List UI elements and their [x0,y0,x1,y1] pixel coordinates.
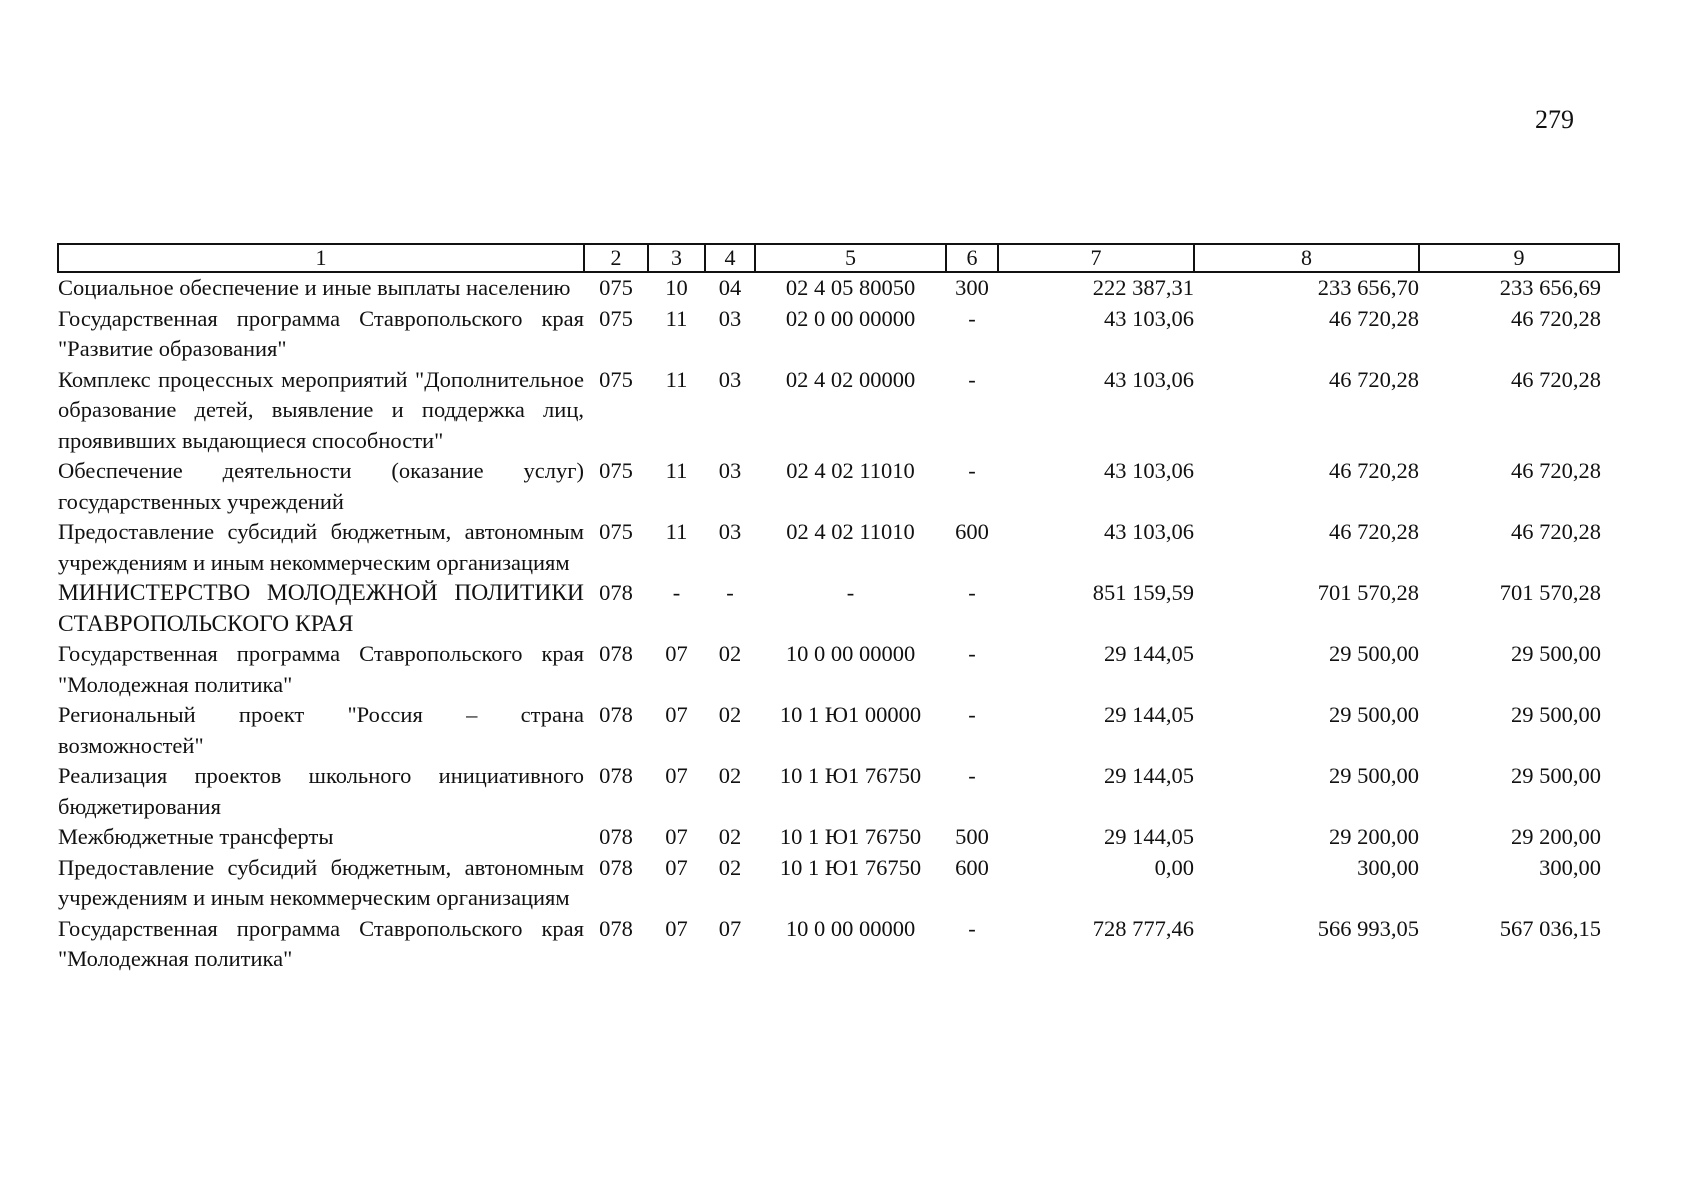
row-amount-9: 29 200,00 [1511,824,1601,849]
row-section: 07 [665,763,688,788]
row-amount-8: 300,00 [1357,854,1419,880]
table-row [58,272,1619,304]
row-amount-9: 567 036,15 [1499,915,1601,941]
page-number: 279 [1535,105,1574,134]
row-expense-type: - [968,915,976,941]
row-section: 07 [665,824,688,849]
row-target-code: 02 4 02 00000 [785,366,916,392]
row-name: Предоставление субсидий бюджетным, автономным учреждениям и иным некоммерческим организациям [58,519,584,575]
row-section: 07 [665,854,688,880]
row-admin-code: 075 [599,458,633,483]
row-subsection: 02 [718,702,742,727]
table-row [58,304,1619,365]
row-name: Региональный проект "Россия – страна возможностей" [58,702,584,758]
row-expense-type: - [968,458,976,483]
row-section: 11 [665,519,688,544]
header-cell: 9 [1419,244,1619,272]
header-cell: 8 [1194,244,1419,272]
row-amount-7: 728 777,46 [1092,915,1194,941]
row-admin-code: 078 [599,702,633,727]
row-amount-8: 46 720,28 [1329,366,1419,392]
row-amount-8: 29 500,00 [1329,641,1419,666]
row-target-code: 02 4 02 11010 [786,519,915,544]
row-amount-7: 43 103,06 [1104,305,1194,331]
row-amount-7: 29 144,05 [1104,702,1194,727]
row-admin-code: 078 [599,580,633,605]
row-expense-type: - [968,366,976,392]
row-amount-8: 29 500,00 [1329,702,1419,727]
row-section: 07 [665,641,688,666]
row-amount-7: 29 144,05 [1104,641,1194,666]
header-cell: 2 [584,244,648,272]
header-cell: 7 [998,244,1194,272]
row-admin-code: 078 [599,763,633,788]
row-name: Реализация проектов школьного инициативного бюджетирования [58,763,584,819]
row-target-code: 10 1 Ю1 00000 [779,702,922,727]
table-row [58,639,1619,700]
row-name: Государственная программа Ставропольского края "Молодежная политика" [58,641,584,697]
header-row [58,244,1619,272]
row-amount-9: 46 720,28 [1511,458,1601,483]
row-target-code: - [846,580,855,605]
row-name: Государственная программа Ставропольского края "Развитие образования" [58,305,584,361]
row-admin-code: 078 [599,824,633,849]
row-target-code: 10 0 00 00000 [785,915,916,941]
row-amount-9: 29 500,00 [1511,641,1601,666]
row-amount-7: 43 103,06 [1104,519,1194,544]
row-subsection: 04 [718,275,742,300]
table-row [58,517,1619,578]
table-row [58,700,1619,761]
row-subsection: 02 [718,763,742,788]
row-expense-type: - [968,641,976,666]
row-amount-8: 233 656,70 [1317,275,1419,300]
table-row [58,761,1619,822]
row-amount-7: 43 103,06 [1104,366,1194,392]
row-target-code: 10 0 00 00000 [785,641,916,666]
table-row [58,822,1619,853]
row-admin-code: 078 [599,854,633,880]
row-admin-code: 075 [599,366,633,392]
row-admin-code: 078 [599,641,633,666]
budget-table [57,243,1620,975]
row-expense-type: 500 [955,824,989,849]
row-subsection: 03 [718,519,742,544]
row-subsection: 07 [718,915,742,941]
header-cell: 5 [755,244,946,272]
row-name: Государственная программа Ставропольского края "Молодежная политика" [58,915,584,971]
table-row [58,365,1619,457]
header-cell: 1 [58,244,584,272]
row-amount-8: 29 200,00 [1329,824,1419,849]
row-subsection: - [726,580,734,605]
row-subsection: 03 [718,305,742,331]
row-target-code: 02 4 05 80050 [785,275,916,300]
row-amount-9: 701 570,28 [1499,580,1601,605]
row-amount-8: 46 720,28 [1329,519,1419,544]
row-section: 11 [665,458,688,483]
table-row [58,578,1619,639]
row-admin-code: 078 [599,915,633,941]
row-subsection: 03 [718,458,742,483]
row-amount-9: 29 500,00 [1511,702,1601,727]
row-amount-9: 46 720,28 [1511,519,1601,544]
row-amount-8: 29 500,00 [1329,763,1419,788]
row-amount-8: 701 570,28 [1317,580,1419,605]
row-name: Социальное обеспечение и иные выплаты населению [58,275,571,300]
row-target-code: 10 1 Ю1 76750 [779,763,922,788]
row-subsection: 02 [718,641,742,666]
row-expense-type: - [968,702,976,727]
row-target-code: 02 0 00 00000 [785,305,916,331]
row-expense-type: - [968,763,976,788]
row-subsection: 03 [718,366,742,392]
row-expense-type: 600 [955,854,989,880]
row-target-code: 10 1 Ю1 76750 [779,824,922,849]
row-target-code: 02 4 02 11010 [786,458,915,483]
row-name: Обеспечение деятельности (оказание услуг) государственных учреждений [58,458,584,514]
row-section: - [672,580,681,605]
row-name: Комплекс процессных мероприятий "Дополнительное образование детей, выявление и поддержка лиц, проявивших выдающиеся способности" [58,366,584,453]
row-name: Предоставление субсидий бюджетным, автономным учреждениям и иным некоммерческим организациям [58,854,584,910]
table-row [58,853,1619,914]
row-amount-7: 0,00 [1154,854,1194,880]
row-section: 10 [665,275,688,300]
table-row [58,914,1619,975]
row-amount-9: 233 656,69 [1499,275,1601,300]
row-target-code: 10 1 Ю1 76750 [779,854,922,880]
row-section: 07 [665,702,688,727]
row-admin-code: 075 [599,275,633,300]
row-section: 07 [665,915,688,941]
row-amount-9: 300,00 [1539,854,1601,880]
row-name: МИНИСТЕРСТВО МОЛОДЕЖНОЙ ПОЛИТИКИ СТАВРОПОЛЬСКОГО КРАЯ [58,580,584,637]
row-amount-8: 46 720,28 [1329,458,1419,483]
row-amount-7: 43 103,06 [1104,458,1194,483]
header-cell: 6 [946,244,998,272]
row-amount-7: 851 159,59 [1092,580,1194,605]
row-amount-8: 566 993,05 [1317,915,1419,941]
header-cell: 4 [705,244,755,272]
row-amount-9: 46 720,28 [1511,305,1601,331]
row-amount-9: 46 720,28 [1511,366,1601,392]
row-admin-code: 075 [599,519,633,544]
row-name: Межбюджетные трансферты [58,824,334,849]
row-amount-7: 29 144,05 [1104,763,1194,788]
row-subsection: 02 [718,824,742,849]
row-expense-type: 300 [955,275,989,300]
row-expense-type: - [968,305,976,331]
row-amount-7: 29 144,05 [1104,824,1194,849]
row-amount-7: 222 387,31 [1092,275,1194,300]
row-amount-9: 29 500,00 [1511,763,1601,788]
row-expense-type: - [968,580,976,605]
table-row [58,456,1619,517]
row-admin-code: 075 [599,305,633,331]
row-section: 11 [665,305,688,331]
header-cell: 3 [648,244,705,272]
row-amount-8: 46 720,28 [1329,305,1419,331]
row-subsection: 02 [718,854,742,880]
row-expense-type: 600 [955,519,989,544]
row-section: 11 [665,366,688,392]
